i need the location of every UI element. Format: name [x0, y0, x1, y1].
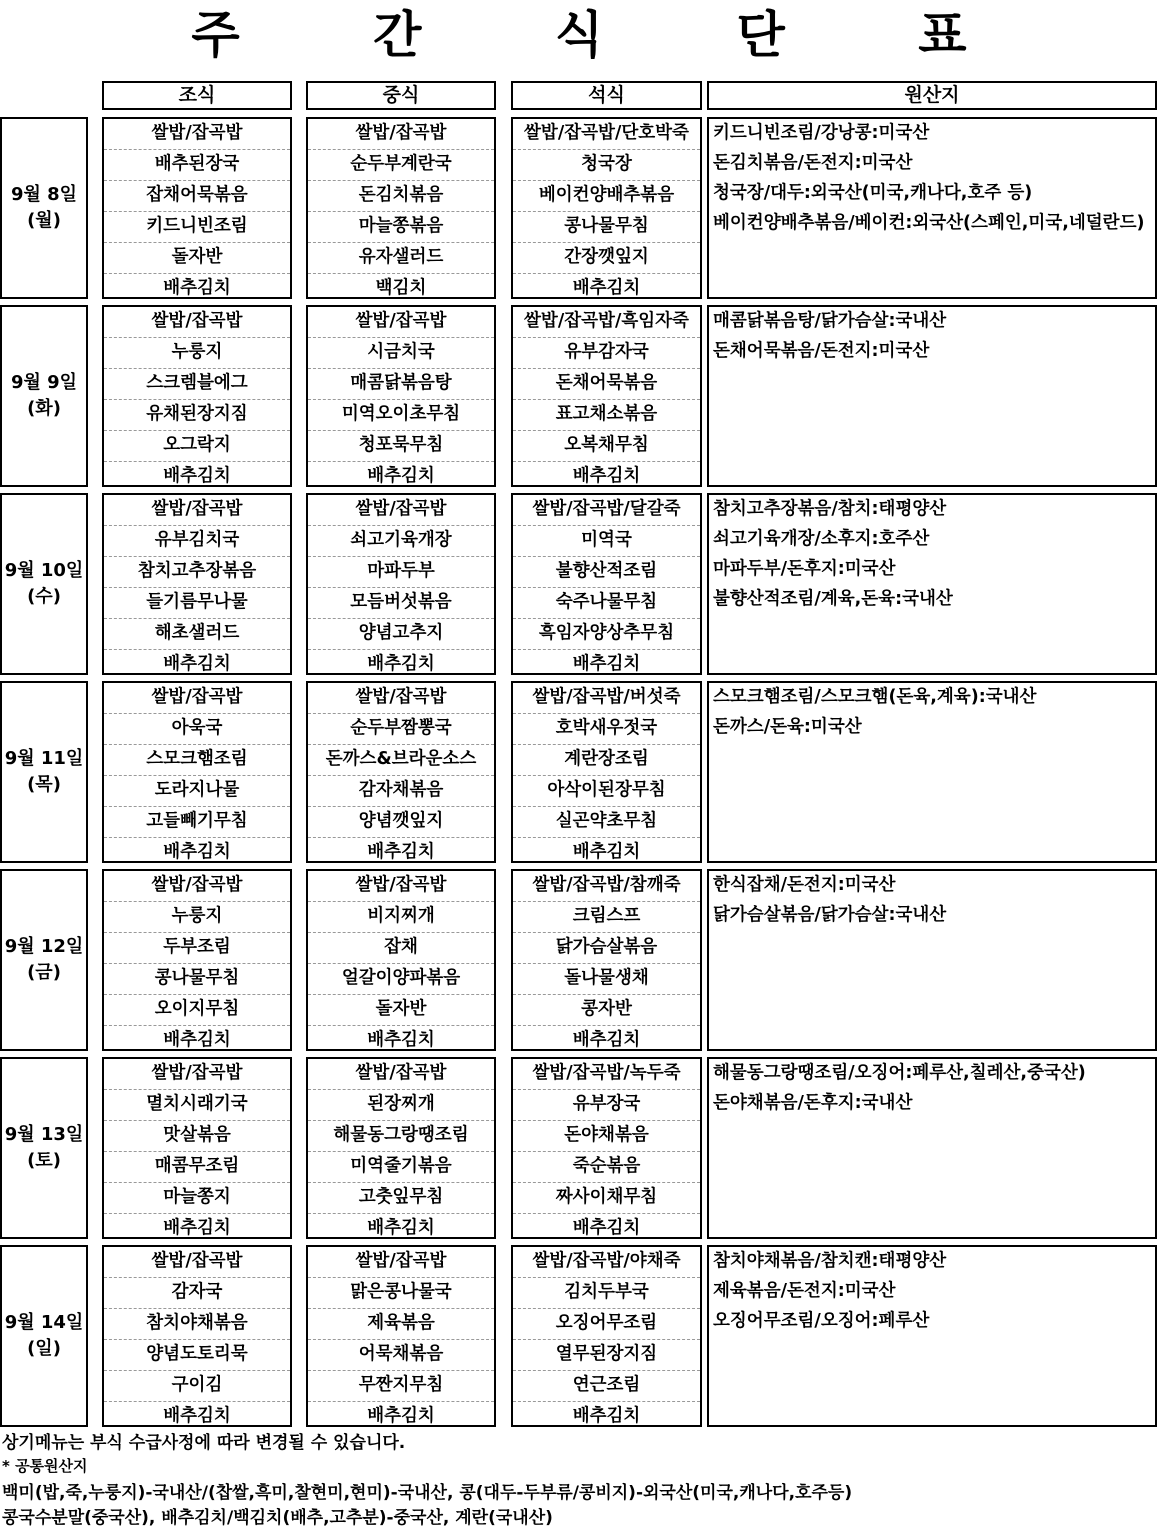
menu-item: 쌀밥/잡곡밥	[308, 683, 494, 714]
lunch-column-box	[306, 493, 496, 675]
menu-item: 해초샐러드	[104, 619, 290, 650]
menu-item: 참치야채볶음	[104, 1309, 290, 1340]
menu-item: 순두부짬뽕국	[308, 714, 494, 745]
menu-item: 해물동그랑땡조림	[308, 1121, 494, 1152]
menu-item: 쌀밥/잡곡밥	[308, 307, 494, 338]
origin-item	[709, 239, 1155, 269]
day-weekday: (일)	[27, 1338, 61, 1359]
menu-item: 쌀밥/잡곡밥	[104, 871, 290, 902]
origin-item	[709, 833, 1155, 863]
day-date: 9월 11일	[4, 748, 84, 769]
origin-item: 쇠고기육개장/소후지:호주산	[713, 529, 930, 549]
menu-item: 돌자반	[308, 995, 494, 1026]
menu-item: 배추김치	[367, 842, 435, 862]
origin-item	[709, 1149, 1155, 1179]
menu-item: 배추김치	[572, 654, 641, 674]
lunch-column-box	[306, 117, 496, 299]
origin-item: 청국장/대두:외국산(미국,캐나다,호주 등)	[713, 183, 1033, 203]
menu-item: 유부감자국	[513, 338, 700, 369]
menu-item: 숙주나물무침	[513, 588, 700, 619]
menu-item: 호박새우젓국	[513, 714, 700, 745]
origin-item: 돈김치볶음/돈전지:미국산	[713, 153, 913, 173]
origin-item: 돈야채볶음/돈후지:국내산	[713, 1093, 913, 1113]
menu-item: 쌀밥/잡곡밥	[104, 495, 290, 526]
origin-item	[709, 367, 1155, 397]
menu-item: 쌀밥/잡곡밥/흑임자죽	[513, 307, 700, 338]
footer-common-origin-title: * 공통원산지	[2, 1457, 88, 1475]
menu-item: 오복채무침	[513, 431, 700, 462]
menu-item: 된장찌개	[308, 1090, 494, 1121]
menu-item: 청국장	[513, 150, 700, 181]
menu-item: 닭가슴살볶음	[513, 933, 700, 964]
menu-item: 시금치국	[308, 338, 494, 369]
origin-item	[709, 1367, 1155, 1397]
header-origin: 원산지	[707, 81, 1157, 110]
day-weekday: (목)	[27, 774, 61, 795]
menu-item: 배추김치	[572, 466, 641, 486]
origin-item	[709, 773, 1155, 803]
menu-item: 쌀밥/잡곡밥/버섯죽	[513, 683, 700, 714]
origin-item	[709, 1337, 1155, 1367]
menu-item: 실곤약초무침	[513, 807, 700, 838]
footer-common-origin-line1: 백미(밥,죽,누룽지)-국내산/(찹쌀,흑미,찰현미,현미)-국내산, 콩(대두-두부류/콩비지)-외국산(미국,캐나다,호주등)	[2, 1483, 853, 1503]
menu-item: 양념깻잎지	[308, 807, 494, 838]
menu-item: 배추김치	[367, 1406, 435, 1426]
menu-item: 마늘쫑볶음	[308, 212, 494, 243]
day-date: 9월 10일	[4, 560, 84, 581]
menu-item: 크림스프	[513, 902, 700, 933]
menu-item: 미역오이초무침	[308, 400, 494, 431]
menu-item: 김치두부국	[513, 1278, 700, 1309]
menu-item: 잡채어묵볶음	[104, 181, 290, 212]
menu-item: 돈야채볶음	[513, 1121, 700, 1152]
menu-item: 간장깻잎지	[513, 243, 700, 274]
breakfast-column-box	[102, 117, 292, 299]
day-label	[0, 1245, 88, 1427]
lunch-column-box	[306, 869, 496, 1051]
breakfast-column-box	[102, 493, 292, 675]
origin-item: 불향산적조림/계육,돈육:국내산	[713, 589, 953, 609]
origin-item: 스모크햄조림/스모크햄(돈육,계육):국내산	[713, 687, 1037, 707]
origin-item: 참치야채볶음/참치캔:태평양산	[713, 1251, 947, 1271]
origin-item: 돈채어묵볶음/돈전지:미국산	[713, 341, 930, 361]
origin-column-box	[707, 305, 1157, 487]
menu-item: 들기름무나물	[104, 588, 290, 619]
menu-item: 돌자반	[104, 243, 290, 274]
origin-column-box	[707, 1057, 1157, 1239]
origin-item	[709, 1021, 1155, 1051]
menu-item: 맛살볶음	[104, 1121, 290, 1152]
menu-item: 불향산적조림	[513, 557, 700, 588]
origin-column-box	[707, 681, 1157, 863]
dinner-column-box	[511, 493, 702, 675]
day-date: 9월 14일	[4, 1312, 84, 1333]
day-weekday: (토)	[27, 1150, 61, 1171]
breakfast-column-box	[102, 1245, 292, 1427]
menu-item: 콩나물무침	[513, 212, 700, 243]
menu-item: 배추김치	[572, 1406, 641, 1426]
menu-item: 쌀밥/잡곡밥	[308, 119, 494, 150]
menu-item: 쇠고기육개장	[308, 526, 494, 557]
menu-item: 열무된장지짐	[513, 1340, 700, 1371]
menu-item: 쌀밥/잡곡밥/단호박죽	[513, 119, 700, 150]
menu-item: 베이컨양배추볶음	[513, 181, 700, 212]
menu-item: 미역국	[513, 526, 700, 557]
menu-item: 돌나물생채	[513, 964, 700, 995]
menu-item: 흑임자양상추무침	[513, 619, 700, 650]
menu-item: 돈까스&브라운소스	[308, 745, 494, 776]
lunch-column-box	[306, 305, 496, 487]
menu-item: 청포묵무침	[308, 431, 494, 462]
lunch-column-box	[306, 681, 496, 863]
day-weekday: (화)	[27, 398, 61, 419]
menu-item: 잡채	[308, 933, 494, 964]
footer-common-origin-line2: 콩국수분말(중국산), 배추김치/백김치(배추,고추분)-중국산, 계란(국내산)	[2, 1508, 553, 1528]
day-date: 9월 12일	[4, 936, 84, 957]
header-dinner: 석식	[511, 81, 702, 110]
menu-item: 쌀밥/잡곡밥	[104, 307, 290, 338]
breakfast-column-box	[102, 305, 292, 487]
menu-item: 유자샐러드	[308, 243, 494, 274]
menu-item: 배추김치	[572, 1218, 641, 1238]
menu-item: 순두부계란국	[308, 150, 494, 181]
menu-item: 도라지나물	[104, 776, 290, 807]
menu-item: 고춧잎무침	[308, 1183, 494, 1214]
menu-item: 비지찌개	[308, 902, 494, 933]
menu-item: 배추김치	[163, 654, 231, 674]
breakfast-column-box	[102, 681, 292, 863]
menu-item: 콩자반	[513, 995, 700, 1026]
menu-item: 배추김치	[367, 654, 435, 674]
menu-item: 무짠지무침	[308, 1371, 494, 1402]
origin-item	[709, 457, 1155, 487]
origin-item: 돈까스/돈육:미국산	[713, 717, 862, 737]
breakfast-column-box	[102, 1057, 292, 1239]
lunch-column-box	[306, 1057, 496, 1239]
menu-item: 배추김치	[163, 1218, 231, 1238]
origin-item: 마파두부/돈후지:미국산	[713, 559, 896, 579]
menu-item: 배추김치	[163, 842, 231, 862]
origin-item	[709, 645, 1155, 675]
day-label	[0, 869, 88, 1051]
menu-item: 표고채소볶음	[513, 400, 700, 431]
menu-item: 구이김	[104, 1371, 290, 1402]
dinner-column-box	[511, 305, 702, 487]
origin-item	[709, 1209, 1155, 1239]
menu-item: 오징어무조림	[513, 1309, 700, 1340]
origin-item: 닭가슴살볶음/닭가슴살:국내산	[713, 905, 947, 925]
menu-item: 배추김치	[572, 1030, 641, 1050]
menu-item: 쌀밥/잡곡밥	[308, 1247, 494, 1278]
menu-item: 아욱국	[104, 714, 290, 745]
menu-item: 쌀밥/잡곡밥	[104, 683, 290, 714]
origin-item: 제육볶음/돈전지:미국산	[713, 1281, 896, 1301]
dinner-column-box	[511, 1057, 702, 1239]
origin-item	[709, 931, 1155, 961]
menu-item: 쌀밥/잡곡밥	[308, 871, 494, 902]
origin-item	[709, 1179, 1155, 1209]
origin-item	[709, 961, 1155, 991]
menu-item: 배추김치	[367, 1030, 435, 1050]
menu-item: 배추된장국	[104, 150, 290, 181]
menu-item: 매콤닭볶음탕	[308, 369, 494, 400]
header-lunch: 중식	[306, 81, 496, 110]
menu-item: 맑은콩나물국	[308, 1278, 494, 1309]
menu-item: 유부김치국	[104, 526, 290, 557]
origin-column-box	[707, 1245, 1157, 1427]
menu-item: 쌀밥/잡곡밥	[104, 119, 290, 150]
menu-item: 매콤무조림	[104, 1152, 290, 1183]
origin-column-box	[707, 117, 1157, 299]
menu-item: 배추김치	[163, 1406, 231, 1426]
breakfast-column-box	[102, 869, 292, 1051]
menu-item: 쌀밥/잡곡밥/달갈죽	[513, 495, 700, 526]
menu-item: 쌀밥/잡곡밥	[308, 495, 494, 526]
day-label	[0, 1057, 88, 1239]
menu-item: 돈김치볶음	[308, 181, 494, 212]
day-date: 9월 13일	[4, 1124, 84, 1145]
origin-item: 매콤닭볶음탕/닭가슴살:국내산	[713, 311, 947, 331]
menu-item: 마파두부	[308, 557, 494, 588]
menu-item: 백김치	[375, 278, 427, 298]
header-breakfast: 조식	[102, 81, 292, 110]
menu-item: 연근조림	[513, 1371, 700, 1402]
menu-item: 아삭이된장무침	[513, 776, 700, 807]
day-weekday: (월)	[27, 210, 61, 231]
origin-item	[709, 1119, 1155, 1149]
menu-item: 감자채볶음	[308, 776, 494, 807]
menu-item: 고들빼기무침	[104, 807, 290, 838]
menu-item: 누룽지	[104, 902, 290, 933]
day-weekday: (금)	[27, 962, 61, 983]
origin-item	[709, 269, 1155, 299]
origin-item: 오징어무조림/오징어:페루산	[713, 1311, 930, 1331]
menu-item: 제육볶음	[308, 1309, 494, 1340]
menu-item: 오그락지	[104, 431, 290, 462]
menu-item: 스크렘블에그	[104, 369, 290, 400]
menu-item: 마늘쫑지	[104, 1183, 290, 1214]
origin-item: 한식잡채/돈전지:미국산	[713, 875, 896, 895]
menu-item: 쌀밥/잡곡밥	[308, 1059, 494, 1090]
day-label	[0, 117, 88, 299]
menu-item: 쌀밥/잡곡밥/참깨죽	[513, 871, 700, 902]
menu-item: 유채된장지짐	[104, 400, 290, 431]
lunch-column-box	[306, 1245, 496, 1427]
menu-item: 계란장조림	[513, 745, 700, 776]
menu-item: 배추김치	[572, 278, 641, 298]
menu-item: 멸치시래기국	[104, 1090, 290, 1121]
dinner-column-box	[511, 681, 702, 863]
footer-notice: 상기메뉴는 부식 수급사정에 따라 변경될 수 있습니다.	[2, 1433, 406, 1453]
menu-item: 키드니빈조림	[104, 212, 290, 243]
menu-item: 짜사이채무침	[513, 1183, 700, 1214]
menu-item: 돈채어묵볶음	[513, 369, 700, 400]
menu-item: 배추김치	[367, 1218, 435, 1238]
menu-item: 스모크햄조림	[104, 745, 290, 776]
menu-item: 유부장국	[513, 1090, 700, 1121]
origin-item	[709, 427, 1155, 457]
origin-item: 참치고추장볶음/참치:태평양산	[713, 499, 947, 519]
menu-item: 모듬버섯볶음	[308, 588, 494, 619]
menu-item: 참치고추장볶음	[104, 557, 290, 588]
menu-item: 쌀밥/잡곡밥	[104, 1059, 290, 1090]
day-date: 9월 9일	[10, 372, 78, 393]
menu-item: 배추김치	[572, 842, 641, 862]
origin-column-box	[707, 493, 1157, 675]
menu-item: 콩나물무침	[104, 964, 290, 995]
day-label	[0, 493, 88, 675]
menu-item: 쌀밥/잡곡밥/녹두죽	[513, 1059, 700, 1090]
menu-item: 죽순볶음	[513, 1152, 700, 1183]
menu-item: 배추김치	[367, 466, 435, 486]
menu-item: 두부조림	[104, 933, 290, 964]
origin-item	[709, 991, 1155, 1021]
dinner-column-box	[511, 869, 702, 1051]
origin-item: 키드니빈조림/강낭콩:미국산	[713, 123, 930, 143]
menu-item: 배추김치	[163, 466, 231, 486]
day-label	[0, 305, 88, 487]
dinner-column-box	[511, 117, 702, 299]
menu-item: 배추김치	[163, 278, 231, 298]
origin-item	[709, 803, 1155, 833]
day-label	[0, 681, 88, 863]
page-title: 주 간 식 단 표	[191, 6, 1025, 64]
menu-item: 양념고추지	[308, 619, 494, 650]
dinner-column-box	[511, 1245, 702, 1427]
menu-item: 배추김치	[163, 1030, 231, 1050]
menu-item: 미역줄기볶음	[308, 1152, 494, 1183]
day-date: 9월 8일	[10, 184, 78, 205]
origin-item	[709, 397, 1155, 427]
day-weekday: (수)	[27, 586, 61, 607]
origin-item: 베이컨양배추볶음/베이컨:외국산(스페인,미국,네덜란드)	[713, 213, 1145, 233]
menu-item: 양념도토리묵	[104, 1340, 290, 1371]
menu-item: 오이지무침	[104, 995, 290, 1026]
origin-item	[709, 743, 1155, 773]
menu-item: 쌀밥/잡곡밥/야채죽	[513, 1247, 700, 1278]
origin-item	[709, 1397, 1155, 1427]
menu-item: 감자국	[104, 1278, 290, 1309]
menu-item: 얼갈이양파볶음	[308, 964, 494, 995]
menu-item: 누룽지	[104, 338, 290, 369]
menu-item: 어묵채볶음	[308, 1340, 494, 1371]
origin-item: 해물동그랑땡조림/오징어:페루산,칠레산,중국산)	[713, 1063, 1086, 1083]
menu-item: 쌀밥/잡곡밥	[104, 1247, 290, 1278]
origin-item	[709, 615, 1155, 645]
origin-column-box	[707, 869, 1157, 1051]
